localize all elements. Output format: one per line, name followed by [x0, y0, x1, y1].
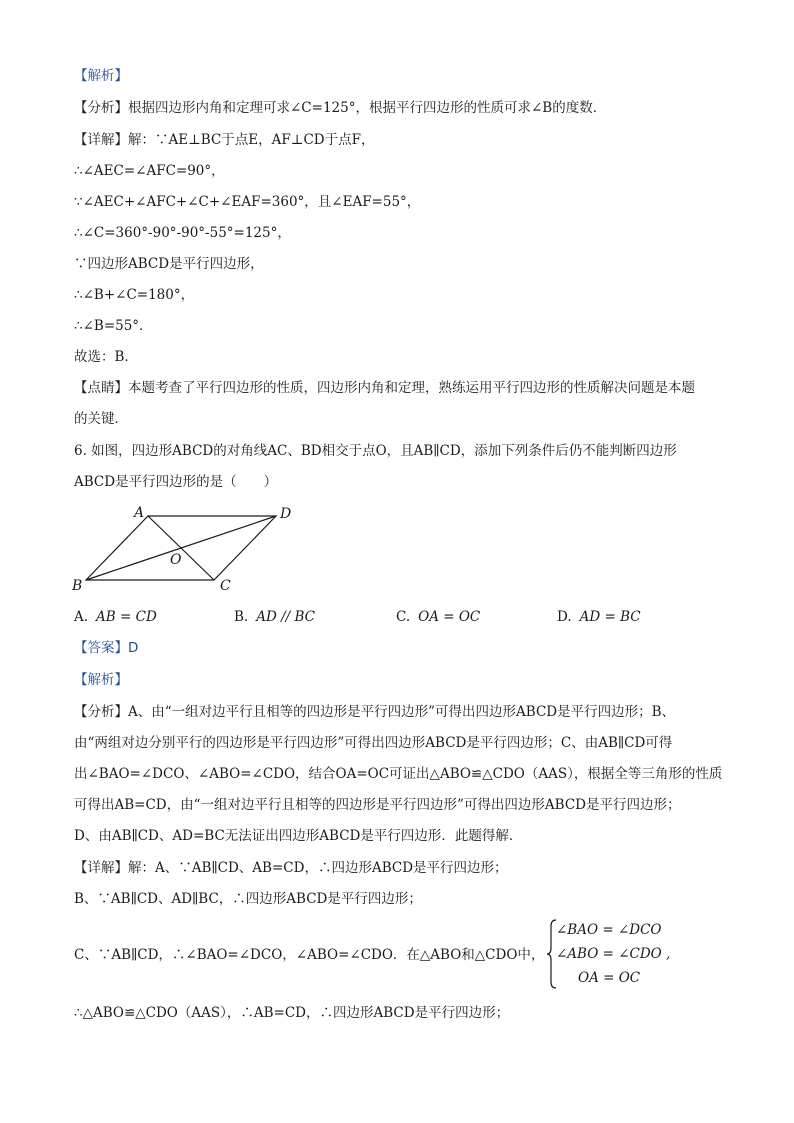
system-row-2: ∠ABO = ∠CDO , [556, 946, 671, 962]
solution-line-2: ∴∠AEC=∠AFC=90°， [74, 163, 225, 179]
option-d[interactable] [557, 607, 641, 627]
answer-line: 【答案】D [74, 640, 139, 656]
choice-result: 故选：B． [74, 349, 138, 365]
label-d: D [280, 506, 292, 522]
analysis-line-4: 可得出AB=CD，由“一组对边平行且相等的四边形是平行四边形”可得出四边形ABCD是平行四边形； [74, 797, 681, 813]
system-row-3: OA = OC [578, 970, 641, 986]
diagonal-bd [86, 516, 276, 580]
section-heading-analysis-2: 【解析】 [74, 672, 128, 688]
solution-line-7: ∴∠B=55°． [74, 318, 153, 334]
solution-line-4: ∴∠C=360°-90°-90°-55°=125°， [74, 225, 291, 241]
option-c-text: OA = OC [418, 609, 481, 625]
option-b[interactable] [234, 607, 315, 627]
option-a[interactable] [74, 607, 157, 627]
analysis-line-5: D、由AB∥CD、AD=BC无法证出四边形ABCD是平行四边形．此题得解． [74, 828, 523, 844]
label-o: O [170, 552, 182, 568]
detail-line-c: C、∵AB∥CD，∴∠BAO=∠DCO，∠ABO=∠CDO．在△ABO和△CDO中， [74, 947, 545, 963]
equation-system [546, 918, 696, 990]
solution-line-6: ∴∠B+∠C=180°， [74, 287, 195, 303]
system-row-1: ∠BAO = ∠DCO [556, 922, 662, 938]
solution-line-3: ∵∠AEC+∠AFC+∠C+∠EAF=360°，且∠EAF=55°， [74, 194, 421, 210]
solution-line-5: ∵四边形ABCD是平行四边形， [74, 256, 264, 272]
detail-line-b: B、∵AB∥CD、AD∥BC，∴四边形ABCD是平行四边形； [74, 891, 422, 907]
option-d-text: AD = BC [579, 609, 641, 625]
analysis-line-2: 由“两组对边分别平行的四边形是平行四边形”可得出四边形ABCD是平行四边形；C、由AB∥CD可得 [74, 735, 673, 751]
option-b-letter: B. [234, 609, 249, 625]
comment-line-1: 【点睛】本题考查了平行四边形的性质，四边形内角和定理，熟练运用平行四边形的性质解决问题是本题 [74, 380, 695, 396]
analysis-line-3: 出∠BAO=∠DCO、∠ABO=∠CDO，结合OA=OC可证出△ABO≌△CDO（AAS），根据全等三角形的性质 [74, 766, 723, 782]
analysis-line-1: 【分析】A、由“一组对边平行且相等的四边形是平行四边形”可得出四边形ABCD是平行四边形；B、 [74, 704, 676, 720]
label-b: B [72, 578, 83, 594]
option-c[interactable] [396, 607, 480, 627]
comment-line-2: 的关键． [74, 411, 128, 427]
option-a-letter: A. [74, 609, 89, 625]
question-6-line-1: 6. 如图，四边形ABCD的对角线AC、BD相交于点O，且AB∥CD，添加下列条件后仍不能判断四边形 [74, 443, 677, 459]
label-a: A [134, 505, 145, 521]
option-d-letter: D. [557, 609, 572, 625]
option-a-text: AB = CD [96, 609, 157, 625]
analysis-text: 【分析】根据四边形内角和定理可求∠C=125°，根据平行四边形的性质可求∠B的度数． [74, 100, 607, 116]
option-b-text: AD // BC [256, 609, 315, 625]
detail-line-a: 【详解】解：A、∵AB∥CD、AB=CD，∴四边形ABCD是平行四边形； [74, 860, 508, 876]
question-6-line-2: ABCD是平行四边形的是（ ） [74, 474, 278, 490]
parallelogram-figure [66, 502, 306, 594]
option-c-letter: C. [396, 609, 411, 625]
detail-line-c-conclusion: ∴△ABO≌△CDO（AAS），∴AB=CD，∴四边形ABCD是平行四边形； [74, 1005, 510, 1021]
label-c: C [220, 578, 231, 594]
solution-line-1: 【详解】解：∵AE⊥BC于点E，AF⊥CD于点F， [74, 132, 375, 148]
section-heading-analysis: 【解析】 [74, 68, 128, 84]
